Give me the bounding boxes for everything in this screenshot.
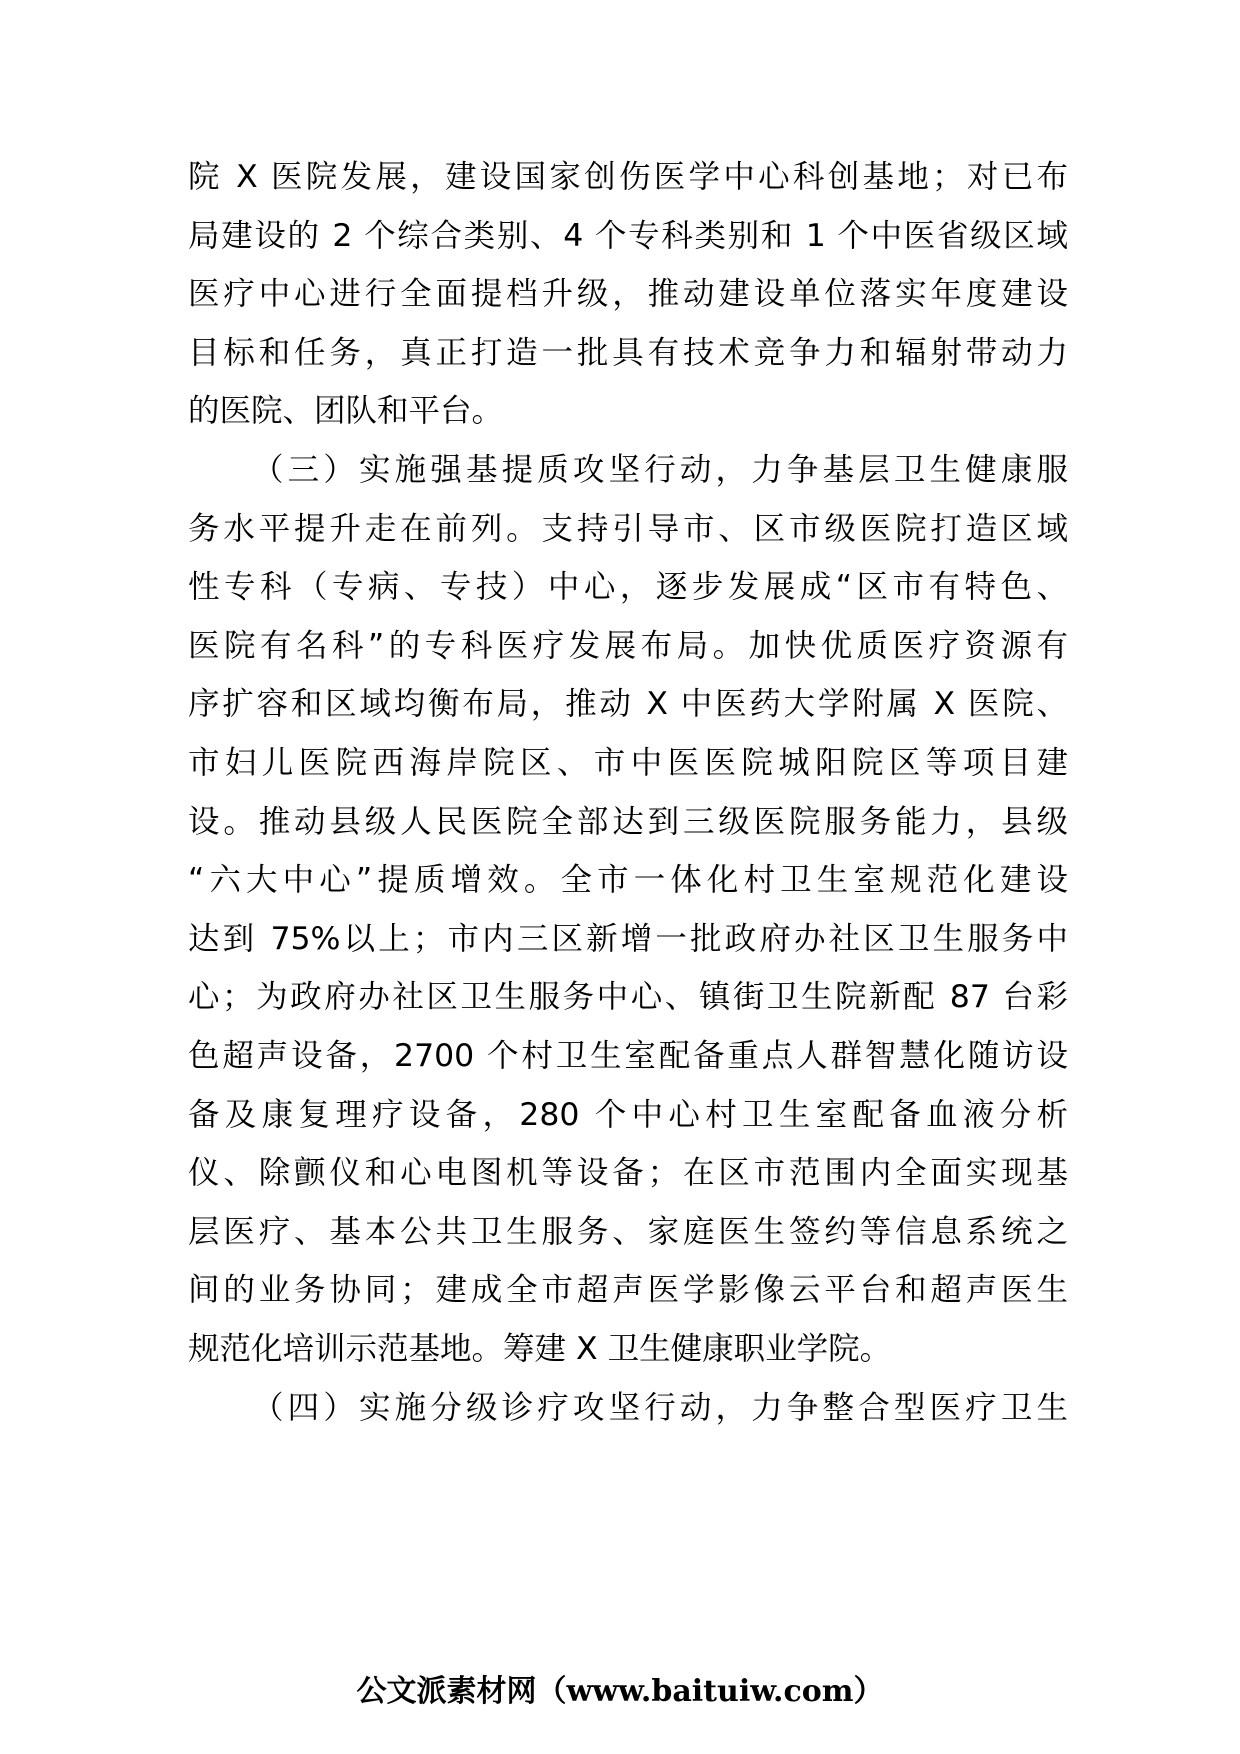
text-line: 设。推动县级人民医院全部达到三级医院服务能力，县级 [188,803,1068,840]
text-line: （三）实施强基提质攻坚行动，力争基层卫生健康服 [252,452,1068,488]
text-line: 色超声设备，2700 个村卫生室配备重点人群智慧化随访设 [188,1038,1068,1074]
text-line: 目标和任务，真正打造一批具有技术竞争力和辐射带动力 [188,334,1068,371]
text-line: 间的业务协同；建成全市超声医学影像云平台和超声医生 [188,1272,1068,1309]
text-line: 备及康复理疗设备，280 个中心村卫生室配备血液分析 [188,1096,1068,1133]
text-line: 序扩容和区域均衡布局，推动 X 中医药大学附属 X 医院、 [188,686,1068,723]
text-line: 市妇儿医院西海岸院区、市中医医院城阳院区等项目建 [188,745,1068,781]
text-line: 院 X 医院发展，建设国家创伤医学中心科创基地；对已布 [188,159,1068,195]
text-line: 医院有名科”的专科医疗发展布局。加快优质医疗资源有 [188,627,1068,664]
text-line: 规范化培训示范基地。筹建 X 卫生健康职业学院。 [188,1331,892,1367]
footer-watermark: 公文派素材网（www.baituiw.com） [356,1674,884,1709]
text-line: 仪、除颤仪和心电图机等设备；在区市范围内全面实现基 [188,1155,1068,1192]
text-line: 性专科（专病、专技）中心，逐步发展成“区市有特色、 [188,569,1068,606]
text-line: 局建设的 2 个综合类别、4 个专科类别和 1 个中医省级区域 [188,217,1068,254]
text-line: 心；为政府办社区卫生服务中心、镇街卫生院新配 87 台彩 [188,979,1068,1016]
text-line: “六大中心”提质增效。全市一体化村卫生室规范化建设 [188,862,1068,899]
text-line: 层医疗、基本公共卫生服务、家庭医生签约等信息系统之 [188,1213,1068,1250]
text-line: 务水平提升走在前列。支持引导市、区市级医院打造区域 [188,510,1068,547]
text-line: 医疗中心进行全面提档升级，推动建设单位落实年度建设 [188,276,1068,313]
text-line: （四）实施分级诊疗攻坚行动，力争整合型医疗卫生 [252,1389,1068,1426]
text-line: 的医院、团队和平台。 [188,393,504,430]
text-line: 达到 75%以上；市内三区新增一批政府办社区卫生服务中 [188,920,1068,957]
